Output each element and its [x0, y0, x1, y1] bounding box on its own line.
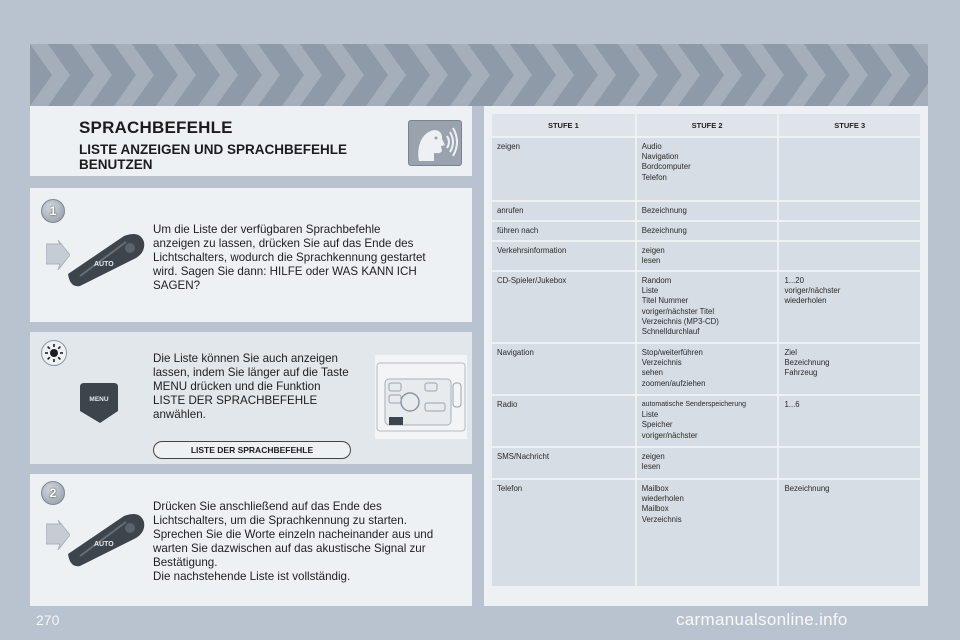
table-cell-level-3 — [779, 344, 920, 394]
table-cell-line: zeigen — [641, 246, 665, 255]
stalk-auto-label: AUTO — [94, 261, 114, 268]
hatch-chevron — [282, 44, 322, 106]
step-2-line: Bestätigung. — [153, 556, 218, 569]
table-cell-line: Ziel — [784, 348, 798, 357]
table-cell-line: voriger/nächster — [784, 286, 841, 296]
table-row — [492, 222, 920, 240]
hatch-chevron — [240, 44, 280, 106]
table-cell-level-1 — [492, 202, 635, 220]
table-cell-line: Schnelldurchlauf — [641, 327, 700, 337]
tip-line: LISTE DER SPRACHBEFEHLE — [153, 394, 318, 407]
table-cell-level-1 — [492, 396, 635, 446]
table-row — [492, 138, 920, 200]
table-cell-level-1 — [492, 222, 635, 240]
table-cell-line: zeigen — [497, 142, 520, 151]
hatch-chevron — [618, 44, 658, 106]
table-cell-level-1 — [492, 242, 635, 270]
step-1-text — [153, 223, 426, 293]
step-1-badge: 1 — [41, 199, 65, 223]
voice-command-table-panel — [484, 106, 928, 606]
hatch-chevron — [198, 44, 238, 106]
table-cell-level-2 — [637, 138, 778, 200]
table-row — [492, 202, 920, 220]
hatch-chevron — [744, 44, 784, 106]
step-2-line: warten Sie dazwischen auf das akustische Signal zur — [153, 542, 426, 555]
table-cell-level-3 — [779, 480, 920, 586]
step-2-line: Sprechen Sie die Worte einzeln nacheinander aus und — [153, 528, 434, 541]
step-1-line: Um die Liste der verfügbaren Sprachbefehle — [153, 223, 381, 236]
tip-line: lassen, indem Sie länger auf die Taste — [153, 366, 349, 379]
table-cell-level-1 — [492, 138, 635, 200]
hatch-chevron — [912, 44, 928, 106]
hatch-chevron — [870, 44, 910, 106]
table-cell-level-2 — [637, 480, 778, 586]
table-cell-level-2 — [637, 242, 778, 270]
table-cell-line: Fahrzeug — [784, 368, 818, 378]
table-cell-line: Verzeichnis — [641, 514, 682, 524]
table-cell-line: SMS/Nachricht — [497, 452, 549, 461]
table-header-level-3: STUFE 3 — [779, 114, 920, 136]
page-title: SPRACHBEFEHLE — [79, 118, 233, 137]
table-cell-line: Verkehrsinformation — [497, 246, 567, 255]
stalk-auto-label: AUTO — [94, 541, 114, 548]
table-cell-line: lesen — [641, 256, 661, 266]
page-subtitle: LISTE ANZEIGEN UND SPRACHBEFEHLE BENUTZEN — [79, 142, 348, 172]
table-cell-level-1 — [492, 272, 635, 342]
table-cell-level-1 — [492, 344, 635, 394]
tip-text — [153, 352, 349, 422]
table-cell-line: Navigation — [497, 348, 534, 357]
voice-command-icon — [408, 120, 462, 166]
table-cell-line: wiederholen — [641, 494, 684, 504]
table-cell-level-3 — [779, 396, 920, 446]
table-cell-line: Verzeichnis (MP3-CD) — [641, 316, 719, 326]
table-row — [492, 272, 920, 342]
hatch-chevron — [72, 44, 112, 106]
table-cell-line: Stop/weiterführen — [641, 348, 703, 357]
header-hatch-band — [30, 44, 928, 106]
tip-sun-icon — [41, 340, 67, 366]
step-1-line: wird. Sagen Sie dann: HILFE oder WAS KANN ICH — [153, 265, 417, 278]
hatch-chevron — [492, 44, 532, 106]
table-cell-line: Speicher — [641, 420, 673, 430]
table-cell-line: automatische Senderspeicherung — [641, 401, 747, 408]
table-cell-level-2 — [637, 396, 778, 446]
table-cell-line: Radio — [497, 400, 518, 409]
step-1-line: anzeigen zu lassen, drücken Sie auf das Ende des — [153, 237, 414, 250]
table-cell-level-2 — [637, 272, 778, 342]
step-1-line: SAGEN? — [153, 279, 201, 292]
table-row — [492, 480, 920, 586]
table-cell-level-3 — [779, 202, 920, 220]
table-cell-line: Mailbox — [641, 484, 669, 493]
hatch-chevron — [156, 44, 196, 106]
table-row — [492, 448, 920, 478]
hatch-chevron — [786, 44, 826, 106]
watermark: carmanualsonline.info — [676, 610, 848, 629]
step-2-text — [153, 500, 433, 584]
hatch-chevron — [702, 44, 742, 106]
table-cell-line: Bezeichnung — [784, 358, 830, 368]
step-2-badge: 2 — [41, 481, 65, 505]
tip-line: MENU drücken und die Funktion — [153, 380, 321, 393]
table-cell-line: Telefon — [497, 484, 523, 493]
table-cell-level-3 — [779, 272, 920, 342]
table-cell-level-2 — [637, 222, 778, 240]
table-header-level-2: STUFE 2 — [637, 114, 778, 136]
table-cell-line: Audio — [641, 142, 662, 151]
table-cell-line: Random — [641, 276, 672, 285]
table-cell-line: Bezeichnung — [641, 206, 687, 215]
table-cell-line: anrufen — [497, 206, 524, 215]
table-cell-line: wiederholen — [784, 296, 827, 306]
table-cell-level-3 — [779, 222, 920, 240]
table-row — [492, 242, 920, 270]
table-cell-level-2 — [637, 448, 778, 478]
step-1-line: Lichtschalters, wodurch die Sprachkennung gestartet — [153, 251, 426, 264]
hatch-chevron — [660, 44, 700, 106]
hatch-chevron — [366, 44, 406, 106]
table-cell-line: führen nach — [497, 226, 539, 235]
hatch-chevron — [30, 44, 70, 106]
table-cell-level-2 — [637, 202, 778, 220]
table-cell-line: zoomen/aufziehen — [641, 378, 706, 388]
menu-key-icon — [78, 381, 120, 430]
table-cell-line: 1...20 — [784, 276, 804, 285]
step-2-line: Drücken Sie anschließend auf das Ende des — [153, 500, 382, 513]
table-cell-level-2 — [637, 344, 778, 394]
tip-line: Die Liste können Sie auch anzeigen — [153, 352, 338, 365]
table-cell-level-3 — [779, 242, 920, 270]
table-cell-line: zeigen — [641, 452, 665, 461]
hatch-chevron — [576, 44, 616, 106]
table-cell-line: Liste — [641, 286, 659, 296]
table-row — [492, 344, 920, 394]
table-header-level-1: STUFE 1 — [492, 114, 635, 136]
table-cell-level-3 — [779, 448, 920, 478]
radio-console-icon — [375, 355, 467, 439]
table-cell-line: 1...6 — [784, 400, 800, 409]
table-cell-level-1 — [492, 480, 635, 586]
table-row — [492, 396, 920, 446]
table-cell-line: Mailbox — [641, 504, 669, 514]
menu-screen-label: LISTE DER SPRACHBEFEHLE — [153, 441, 351, 459]
table-cell-line: voriger/nächster — [641, 430, 698, 440]
table-cell-line: Titel Nummer — [641, 296, 689, 306]
voice-command-table — [490, 112, 922, 588]
table-cell-line: sehen — [641, 368, 663, 378]
menu-key-label: MENU — [89, 396, 109, 403]
hatch-chevron — [408, 44, 448, 106]
hatch-chevron — [828, 44, 868, 106]
table-cell-line: CD-Spieler/Jukebox — [497, 276, 567, 285]
light-stalk-icon — [64, 508, 146, 573]
hatch-chevron — [450, 44, 490, 106]
page-number: 270 — [36, 612, 60, 628]
table-cell-level-1 — [492, 448, 635, 478]
step-2-line: Die nachstehende Liste ist vollständig. — [153, 570, 351, 583]
hatch-chevron — [324, 44, 364, 106]
table-cell-line: Bezeichnung — [784, 484, 830, 493]
table-cell-line: Liste — [641, 410, 659, 420]
table-cell-level-3 — [779, 138, 920, 200]
light-stalk-icon — [64, 228, 146, 293]
hatch-chevron — [534, 44, 574, 106]
hatch-chevron — [114, 44, 154, 106]
table-cell-line: Bordcomputer — [641, 162, 691, 172]
table-cell-line: voriger/nächster Titel — [641, 306, 715, 316]
table-cell-line: Telefon — [641, 172, 667, 182]
table-cell-line: lesen — [641, 462, 661, 472]
step-2-line: Lichtschalters, um die Sprachkennung zu starten. — [153, 514, 407, 527]
table-cell-line: Bezeichnung — [641, 226, 687, 235]
tip-line: anwählen. — [153, 408, 206, 421]
table-cell-line: Verzeichnis — [641, 358, 682, 368]
table-cell-line: Navigation — [641, 152, 679, 162]
